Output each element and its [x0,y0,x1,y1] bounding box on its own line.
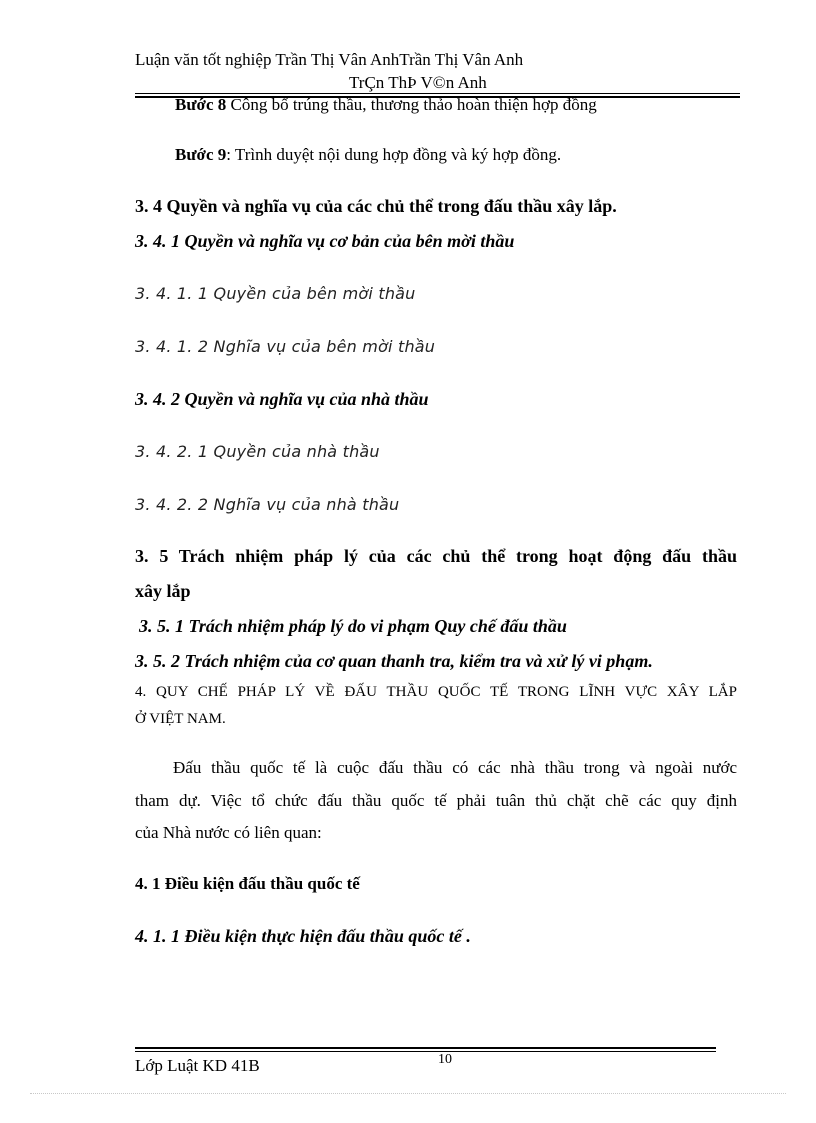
header-author-garbled: TrÇn ThÞ V©n Anh [349,73,487,92]
step-9 [175,145,561,165]
heading-3-4-1-2: 3. 4. 1. 2 Nghĩa vụ của bên mời thầu [135,337,436,356]
heading-3-5-2: 3. 5. 2 Trách nhiệm của cơ quan thanh tra, kiểm tra và xử lý vi phạm. [135,651,653,671]
step-8-label: Bước 8 [175,95,227,114]
header-author-line: Luận văn tốt nghiệp Trần Thị Vân AnhTrần Thị Vân Anh [135,50,524,69]
footer-class-label: Lớp Luật KD 41B [135,1056,260,1075]
paragraph-line-2: tham dự. Việc tổ chức đấu thầu quốc tế phải tuân thủ chặt chẽ các quy định [135,791,737,810]
heading-3-4-2-1: 3. 4. 2. 1 Quyền của nhà thầu [135,442,380,461]
heading-3-4-1-1: 3. 4. 1. 1 Quyền của bên mời thầu [135,284,416,303]
heading-4-line-1: 4. QUY CHẾ PHÁP LÝ VỀ ĐẤU THẦU QUỐC TẾ TRONG LĨNH VỰC XÂY LẮP [135,684,737,700]
heading-3-5-1: 3. 5. 1 Trách nhiệm pháp lý do vi phạm Quy chế đấu thầu [139,616,567,636]
step-9-text: : Trình duyệt nội dung hợp đồng và ký hợp đồng. [226,145,562,164]
heading-3-4-1: 3. 4. 1 Quyền và nghĩa vụ cơ bản của bên mời thầu [135,231,515,251]
heading-4-1-1: 4. 1. 1 Điều kiện thực hiện đấu thầu quốc tế . [135,926,471,946]
heading-4-line-2: Ở VIỆT NAM. [135,711,226,727]
footer-rule-thin [135,1051,716,1052]
header-rule-thin [135,93,740,94]
step-8-text: Công bố trúng thầu, thương thảo hoàn thiện hợp đồng [226,95,597,114]
step-8 [175,95,597,115]
heading-4-1: 4. 1 Điều kiện đấu thầu quốc tế [135,874,360,893]
paragraph-line-1: Đấu thầu quốc tế là cuộc đấu thầu có các nhà thầu trong và ngoài nước [173,758,737,777]
heading-3-4-2-2: 3. 4. 2. 2 Nghĩa vụ của nhà thầu [135,495,400,514]
heading-3-5-line-2: xây lắp [135,581,191,601]
heading-3-5-line-1: 3. 5 Trách nhiệm pháp lý của các chủ thể trong hoạt động đấu thầu [135,546,737,566]
step-9-label: Bước 9 [175,145,227,164]
footer-rule-thick [135,1047,716,1049]
heading-3-4-2: 3. 4. 2 Quyền và nghĩa vụ của nhà thầu [135,389,429,409]
page-number: 10 [438,1052,452,1067]
paragraph-line-3: của Nhà nước có liên quan: [135,823,322,842]
heading-3-4: 3. 4 Quyền và nghĩa vụ của các chủ thể trong đấu thầu xây lắp. [135,196,617,216]
page-bottom-dotted-edge [30,1093,786,1094]
